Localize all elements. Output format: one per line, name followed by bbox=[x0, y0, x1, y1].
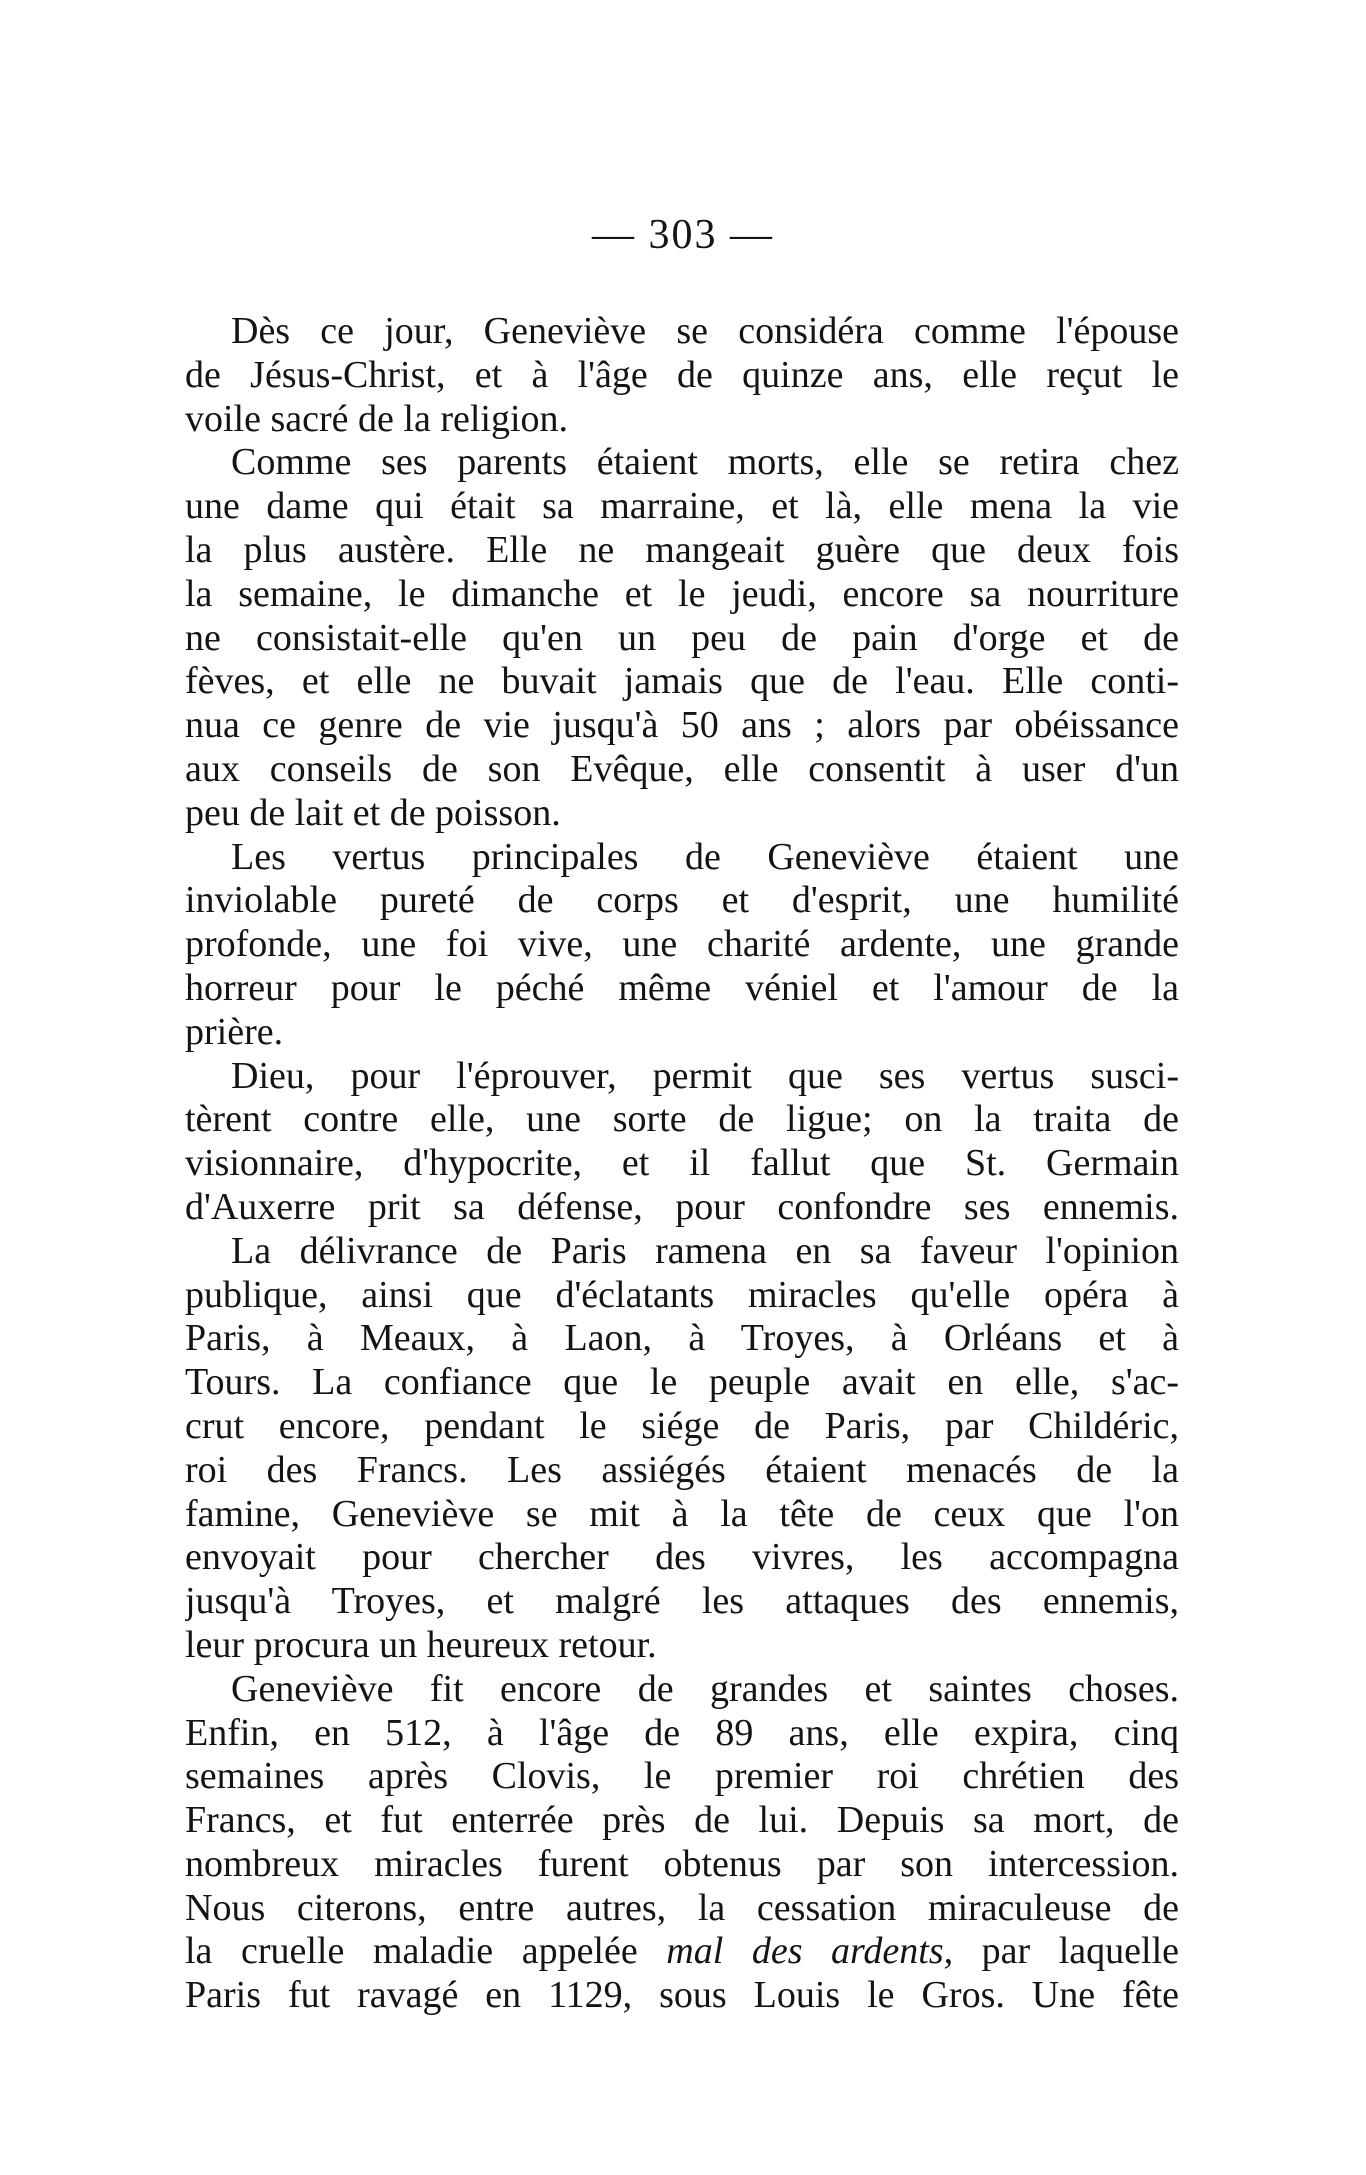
text-line bbox=[185, 1536, 1179, 1580]
text-line bbox=[185, 1230, 1179, 1274]
text-line bbox=[185, 1843, 1179, 1887]
text-line-content: crut encore, pendant le siége de Paris, par Childéric, bbox=[185, 1404, 1179, 1447]
text-line bbox=[185, 1011, 1179, 1055]
text-line bbox=[185, 1098, 1179, 1142]
text-line bbox=[185, 704, 1179, 748]
text-line-content: Dès ce jour, Geneviève se considéra comme l'épouse bbox=[231, 310, 1179, 352]
page-number: — 303 — bbox=[592, 212, 774, 258]
text-line bbox=[185, 1799, 1179, 1843]
text-line-content: Enfin, en 512, à l'âge de 89 ans, elle expira, cinq bbox=[185, 1711, 1179, 1754]
text-line-content: semaines après Clovis, le premier roi chrétien des bbox=[185, 1755, 1179, 1798]
text-line-content: Dieu, pour l'éprouver, permit que ses vertus susci- bbox=[231, 1054, 1179, 1097]
text-line bbox=[185, 1887, 1179, 1931]
text-line-content: une dame qui était sa marraine, et là, elle mena la vie bbox=[185, 485, 1179, 528]
text-line-content: Francs, et fut enterrée près de lui. Depuis sa mort, de bbox=[185, 1799, 1179, 1842]
text-line-content: publique, ainsi que d'éclatants miracles qu'elle opéra à bbox=[185, 1273, 1179, 1316]
text-line-content: visionnaire, d'hypocrite, et il fallut que St. Germain bbox=[185, 1142, 1179, 1185]
text-line-content: Nous citerons, entre autres, la cessation miraculeuse de bbox=[185, 1886, 1179, 1929]
text-line bbox=[185, 354, 1179, 398]
text-line-content: famine, Geneviève se mit à la tête de ceux que l'on bbox=[185, 1492, 1179, 1535]
text-line bbox=[185, 836, 1179, 880]
text-line-content: horreur pour le péché même véniel et l'amour de la bbox=[185, 966, 1179, 1009]
text-line-content: leur procura un heureux retour. bbox=[185, 1623, 657, 1666]
body-text bbox=[185, 310, 1179, 2018]
text-line bbox=[185, 1405, 1179, 1449]
text-line-tail: par laquelle bbox=[981, 1930, 1179, 1973]
text-line bbox=[185, 1712, 1179, 1756]
text-line bbox=[185, 1580, 1179, 1624]
text-line bbox=[185, 967, 1179, 1011]
text-line bbox=[185, 1274, 1179, 1318]
text-line-content: jusqu'à Troyes, et malgré les attaques des ennemis, bbox=[185, 1580, 1179, 1623]
text-line-content: Geneviève fit encore de grandes et saintes choses. bbox=[231, 1667, 1179, 1710]
italic-phrase: mal des ardents, bbox=[666, 1930, 954, 1973]
text-line-content: inviolable pureté de corps et d'esprit, une humilité bbox=[185, 879, 1179, 922]
text-line-content: Paris fut ravagé en 1129, sous Louis le Gros. Une fête bbox=[185, 1974, 1179, 2017]
text-line bbox=[185, 529, 1179, 573]
text-line bbox=[185, 1055, 1179, 1099]
text-line-content: peu de lait et de poisson. bbox=[185, 791, 561, 834]
text-line-content: aux conseils de son Evêque, elle consentit à user d'un bbox=[185, 747, 1179, 790]
text-line-content: la plus austère. Elle ne mangeait guère que deux fois bbox=[185, 528, 1179, 571]
text-line bbox=[185, 1930, 1179, 1974]
text-line-content: voile sacré de la religion. bbox=[185, 397, 569, 440]
text-line-content: de Jésus-Christ, et à l'âge de quinze ans, elle reçut le bbox=[185, 353, 1179, 396]
text-line bbox=[185, 1493, 1179, 1537]
text-line-content: d'Auxerre prit sa défense, pour confondre ses ennemis. bbox=[185, 1185, 1179, 1228]
text-line bbox=[185, 1361, 1179, 1405]
text-line-content: Comme ses parents étaient morts, elle se retira chez bbox=[231, 441, 1179, 484]
text-line bbox=[185, 1449, 1179, 1493]
text-line-content: nombreux miracles furent obtenus par son intercession. bbox=[185, 1842, 1179, 1885]
text-line-content: roi des Francs. Les assiégés étaient menacés de la bbox=[185, 1448, 1179, 1491]
text-line bbox=[185, 1755, 1179, 1799]
text-line bbox=[185, 441, 1179, 485]
text-line-content: la semaine, le dimanche et le jeudi, encore sa nourriture bbox=[185, 572, 1179, 615]
text-line-content: profonde, une foi vive, une charité ardente, une grande bbox=[185, 923, 1179, 966]
text-line bbox=[185, 748, 1179, 792]
text-line bbox=[185, 573, 1179, 617]
text-line bbox=[185, 485, 1179, 529]
text-line-content: la cruelle maladie appelée bbox=[185, 1930, 638, 1973]
text-line bbox=[185, 792, 1179, 836]
text-line bbox=[185, 660, 1179, 704]
text-line bbox=[185, 1624, 1179, 1668]
text-line bbox=[185, 398, 1179, 442]
text-line-content: Paris, à Meaux, à Laon, à Troyes, à Orléans et à bbox=[185, 1317, 1179, 1360]
text-line-content: La délivrance de Paris ramena en sa faveur l'opinion bbox=[231, 1229, 1179, 1272]
text-line bbox=[185, 1142, 1179, 1186]
text-line-content: nua ce genre de vie jusqu'à 50 ans ; alors par obéissance bbox=[185, 704, 1179, 747]
text-line bbox=[185, 1186, 1179, 1230]
text-line bbox=[185, 310, 1179, 354]
text-line bbox=[185, 1668, 1179, 1712]
text-line-content: ne consistait-elle qu'en un peu de pain d'orge et de bbox=[185, 616, 1179, 659]
text-line-content: prière. bbox=[185, 1010, 284, 1053]
text-line-content: tèrent contre elle, une sorte de ligue; on la traita de bbox=[185, 1098, 1179, 1141]
text-line bbox=[185, 1317, 1179, 1361]
text-line-content: Tours. La confiance que le peuple avait en elle, s'ac- bbox=[185, 1361, 1179, 1404]
text-line-content: Les vertus principales de Geneviève étaient une bbox=[231, 835, 1179, 878]
text-line-content: fèves, et elle ne buvait jamais que de l'eau. Elle conti- bbox=[185, 660, 1179, 703]
text-line bbox=[185, 617, 1179, 661]
text-line bbox=[185, 879, 1179, 923]
text-line-content: envoyait pour chercher des vivres, les accompagna bbox=[185, 1536, 1179, 1579]
text-line bbox=[185, 1974, 1179, 2018]
text-line bbox=[185, 923, 1179, 967]
